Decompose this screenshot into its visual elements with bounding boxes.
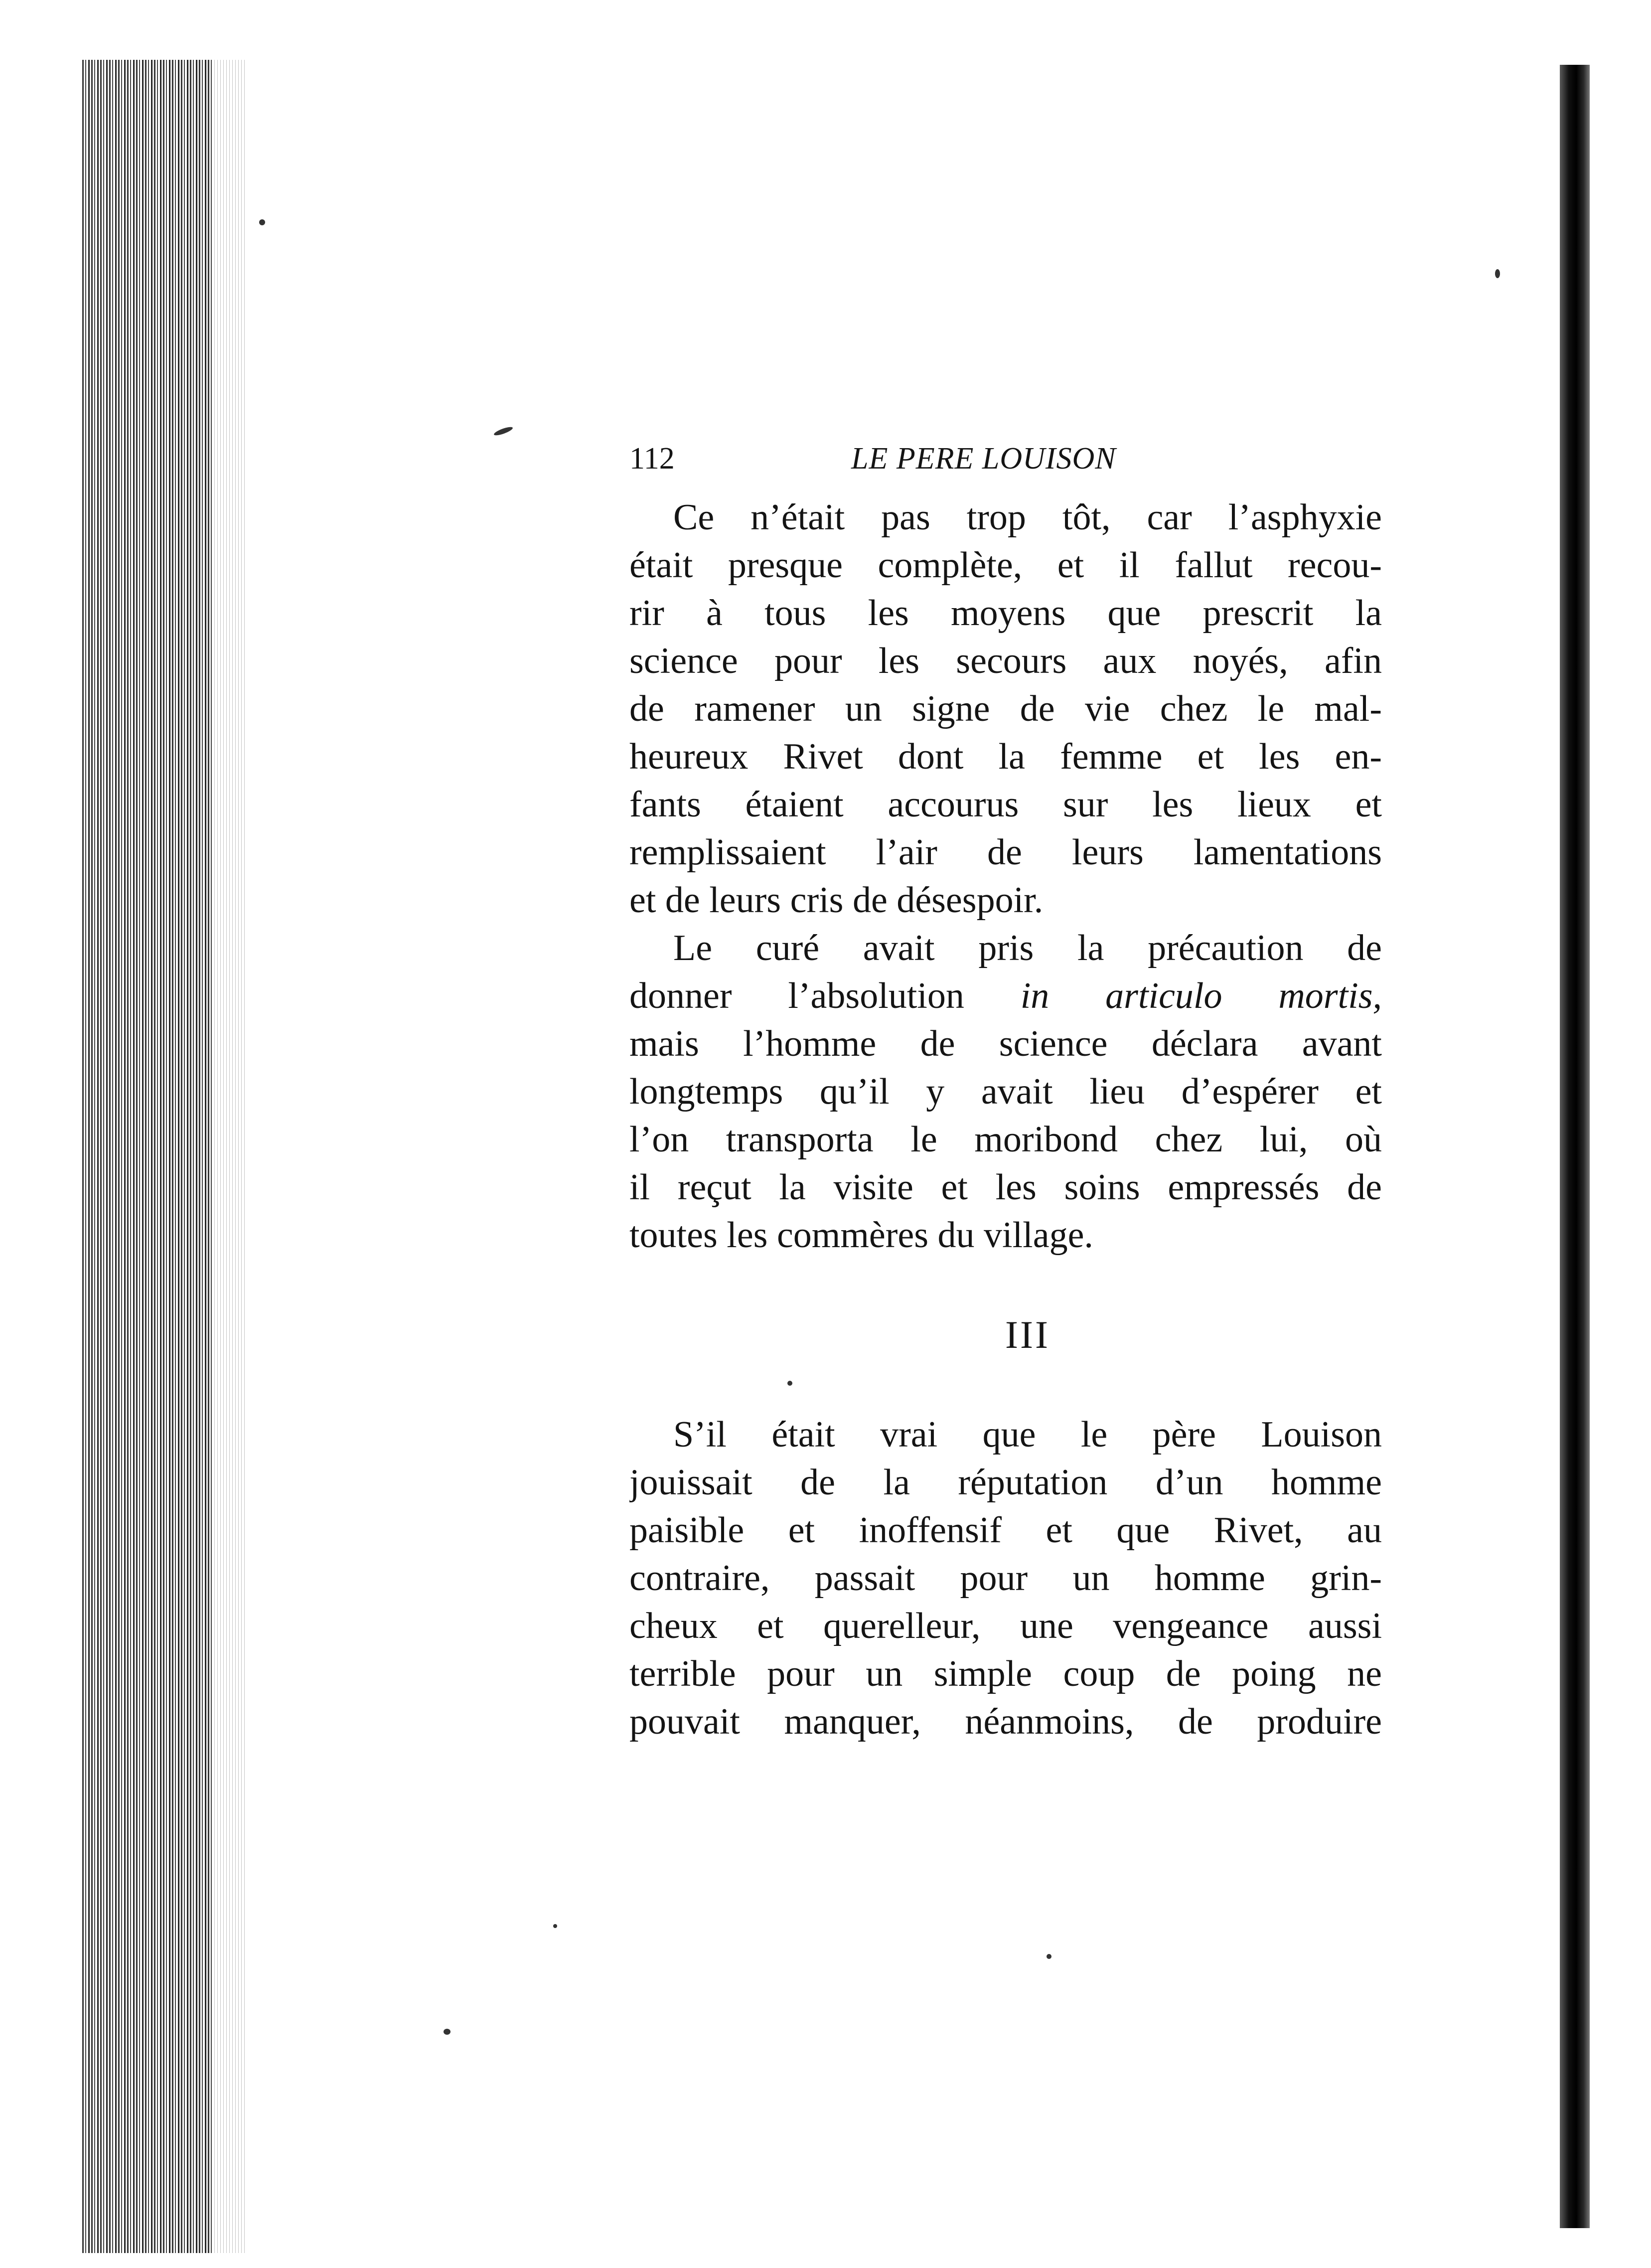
text-line: cheux et querelleur, une vengeance aussi <box>629 1606 1382 1646</box>
page-edges-left <box>82 60 247 2253</box>
text-span: donner l’absolution <box>629 975 1021 1016</box>
text-line: Le curé avait pris la précaution de <box>673 928 1382 969</box>
text-line: science pour les secours aux noyés, afin <box>629 641 1382 681</box>
running-head <box>629 434 1382 484</box>
text-line: était presque complète, et il fallut recou- <box>629 545 1382 586</box>
binding-shadow-right <box>1560 65 1590 2228</box>
scan-speck <box>444 2029 450 2035</box>
scan-speck <box>259 219 265 225</box>
text-line: S’il était vrai que le père Louison <box>673 1414 1382 1455</box>
scan-speck <box>553 1924 557 1928</box>
page-text-block <box>629 434 1382 1746</box>
text-line: paisible et inoffensif et que Rivet, au <box>629 1510 1382 1551</box>
section-heading: III <box>1005 1313 1050 1356</box>
text-line: rir à tous les moyens que prescrit la <box>629 593 1382 634</box>
scan-speck <box>1495 269 1500 278</box>
paragraph-2 <box>629 924 1382 1259</box>
scan-speck <box>1047 1954 1051 1959</box>
text-line: contraire, passait pour un homme grin- <box>629 1558 1382 1599</box>
running-title: LE PERE LOUISON <box>851 442 1116 476</box>
paragraph-1 <box>629 493 1382 924</box>
text-line: pouvait manquer, néanmoins, de produire <box>629 1701 1382 1742</box>
text-line: toutes les commères du village. <box>629 1215 1093 1256</box>
text-line: il reçut la visite et les soins empressés de <box>629 1167 1382 1208</box>
latin-phrase: in articulo mortis, <box>1020 975 1382 1016</box>
text-line: longtemps qu’il y avait lieu d’espérer et <box>629 1071 1382 1112</box>
text-line: mais l’homme de science déclara avant <box>629 1023 1382 1064</box>
scan-speck <box>493 425 513 437</box>
spacer <box>629 484 1382 493</box>
text-line: et de leurs cris de désespoir. <box>629 880 1044 921</box>
paragraph-3 <box>629 1411 1382 1746</box>
text-line: Ce n’était pas trop tôt, car l’asphyxie <box>673 497 1382 538</box>
text-line: terrible pour un simple coup de poing ne <box>629 1653 1382 1694</box>
text-line: jouissait de la réputation d’un homme <box>629 1462 1382 1503</box>
text-line: fants étaient accourus sur les lieux et <box>629 784 1382 825</box>
text-line <box>629 972 1382 1020</box>
text-line: de ramener un signe de vie chez le mal- <box>629 688 1382 729</box>
page-number: 112 <box>629 442 675 476</box>
text-line: heureux Rivet dont la femme et les en- <box>629 736 1382 777</box>
text-line: remplissaient l’air de leurs lamentations <box>629 832 1382 873</box>
text-line: l’on transporta le moribond chez lui, où <box>629 1119 1382 1160</box>
